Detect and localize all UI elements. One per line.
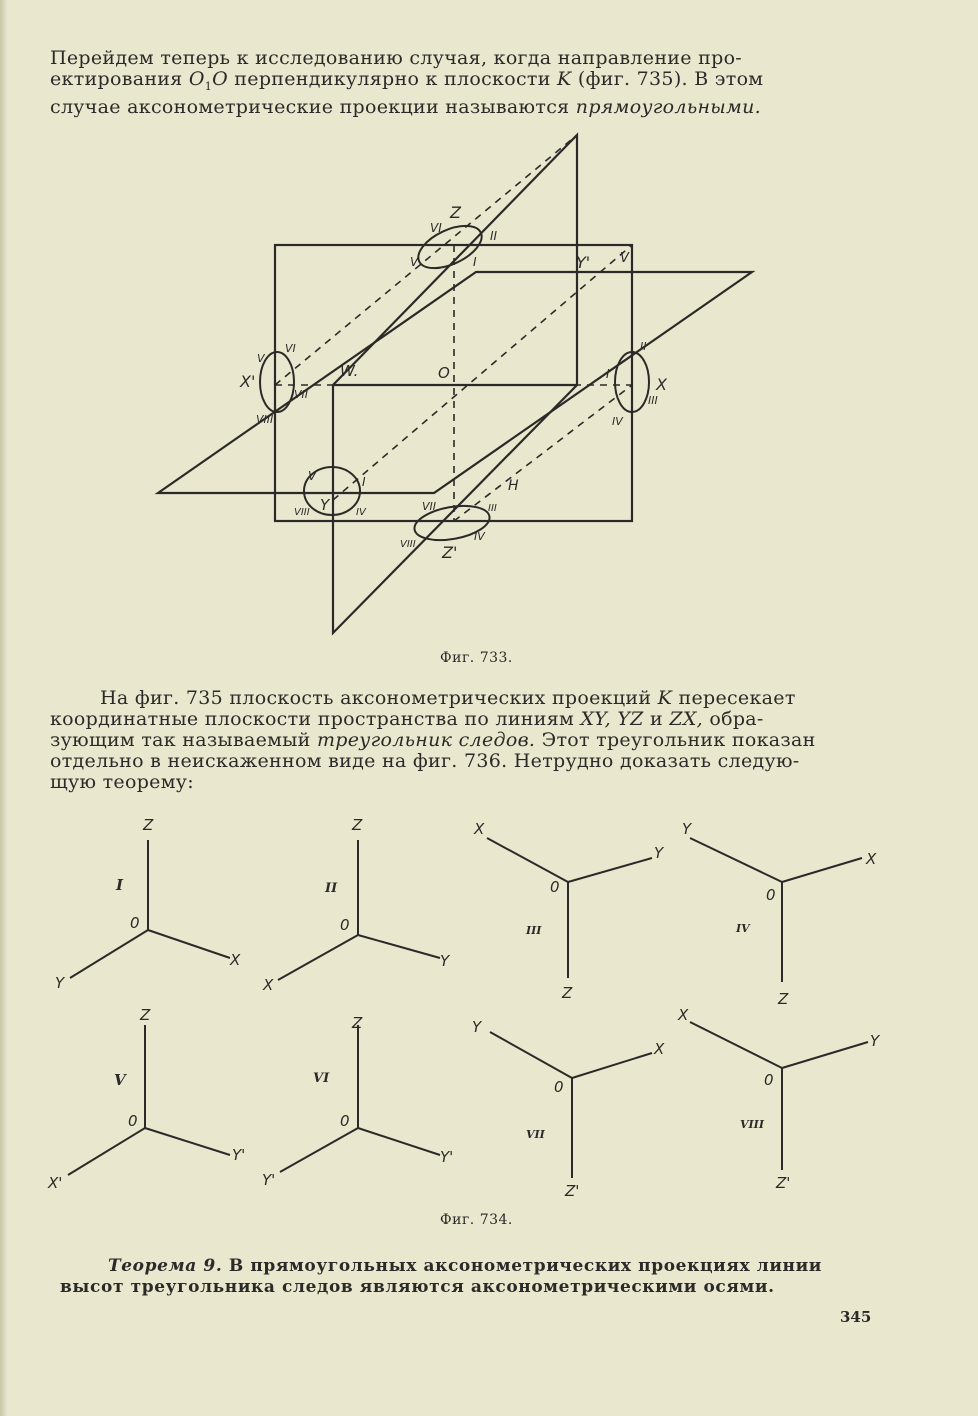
label-vi-top: VI <box>430 221 442 235</box>
p6-axis-y1 <box>280 1128 358 1172</box>
p6-label-o: 0 <box>340 1112 350 1130</box>
p2-line-2a: координатные плоскости пространства по линиям <box>50 708 581 730</box>
theorem-line-1: В прямоугольных аксонометрических проекциях линии <box>222 1256 822 1276</box>
p2-label-z: Z <box>352 816 363 834</box>
label-v-bottom: V <box>308 469 317 483</box>
p2-line-3a: зующим так называемый <box>50 729 317 751</box>
figure-734 <box>0 810 978 1210</box>
p2-trace-triangle: треугольник следов. <box>316 729 536 751</box>
label-v-top: V <box>410 255 419 269</box>
theorem-9 <box>60 1256 890 1298</box>
p1-label-z: Z <box>143 816 154 834</box>
figure-733 <box>0 0 978 640</box>
plane-k: K <box>557 68 572 90</box>
p5-axis-y <box>145 1128 230 1155</box>
circle-top <box>412 217 488 277</box>
p6-axis-y2 <box>358 1128 440 1155</box>
p2-axis-y <box>358 935 440 958</box>
p4-label-z: Z <box>778 990 789 1008</box>
label-z-prime: Z' <box>442 543 458 562</box>
label-i-bottom: I <box>362 475 366 489</box>
p8-axis-x <box>690 1022 782 1068</box>
p4-number: IV <box>736 922 750 935</box>
label-x-prime: X' <box>240 372 256 391</box>
p4-axis-y <box>690 838 782 882</box>
p4-label-o: 0 <box>766 886 776 904</box>
label-v-left: V <box>257 352 265 365</box>
p2-line-2e: обра- <box>703 708 764 730</box>
p6-label-z: Z <box>352 1014 363 1032</box>
p8-number: VIII <box>740 1118 764 1131</box>
p5-axis-x <box>68 1128 145 1175</box>
p7-label-y: Y <box>472 1018 482 1036</box>
p7-number: VII <box>526 1128 545 1141</box>
p5-label-o: 0 <box>128 1112 138 1130</box>
p1-label-o: 0 <box>130 914 140 932</box>
figure-733-caption: Фиг. 733. <box>440 650 513 666</box>
label-origin: O <box>438 364 450 382</box>
theorem-title: Теорема 9. <box>108 1256 223 1276</box>
label-iii-bottom: III <box>488 503 497 514</box>
p1-number: I <box>116 876 124 894</box>
label-z: Z <box>450 203 461 222</box>
dashed-diagonal-mid <box>333 245 632 500</box>
projection-o: O <box>188 68 205 90</box>
p3-number: III <box>526 924 542 937</box>
label-y: Y <box>320 496 330 514</box>
p2-line-1a: На фиг. 735 плоскость аксонометрических проекций <box>100 687 658 709</box>
p7-label-z-prime: Z' <box>565 1182 580 1200</box>
p5-label-z: Z <box>140 1006 151 1024</box>
p4-label-x: X <box>866 850 877 868</box>
projection-sub: 1 <box>204 79 213 93</box>
p3-label-y: Y <box>654 844 664 862</box>
p6-label-y1: Y' <box>262 1171 276 1189</box>
p2-xy-yz: XY, YZ <box>580 708 644 730</box>
label-v-corner: V <box>620 251 629 266</box>
p8-label-z-prime: Z' <box>776 1174 791 1192</box>
intro-line-2e: перпендикулярно к плоскости <box>227 68 558 90</box>
label-vi-left: VI <box>285 342 296 355</box>
figure-734-caption: Фиг. 734. <box>440 1212 513 1228</box>
label-iv-bottom: IV <box>356 507 366 518</box>
p3-axis-y <box>568 858 652 882</box>
p2-plane-k: K <box>657 687 673 709</box>
intro-line-2a: ектирования <box>50 68 189 90</box>
label-i-right: I <box>606 367 610 381</box>
p8-label-o: 0 <box>764 1071 774 1089</box>
p8-label-x: X <box>678 1006 689 1024</box>
p1-axis-y <box>70 930 148 978</box>
term-rectangular: прямоугольными. <box>575 95 761 118</box>
p2-label-x: X <box>263 976 274 994</box>
label-ii-right: II <box>640 340 647 353</box>
intro-line-3a: случае аксонометрические проекции называются <box>50 95 576 118</box>
label-w: W. <box>340 362 359 380</box>
p2-line-5: щую теорему: <box>50 771 194 793</box>
p4-axis-x <box>782 858 862 882</box>
p2-zx: ZX, <box>669 708 704 730</box>
label-y-prime: Y' <box>576 253 591 272</box>
p1-label-y: Y <box>55 974 65 992</box>
label-i-top: I <box>473 255 477 269</box>
dashed-diagonal-low <box>454 385 632 521</box>
p2-and: и <box>643 708 670 730</box>
p4-label-y: Y <box>682 820 692 838</box>
p2-axis-x <box>278 935 358 980</box>
p2-label-o: 0 <box>340 916 350 934</box>
theorem-line-2: высот треугольника следов являются аксонометрическими осями. <box>60 1277 775 1297</box>
p8-axis-y <box>782 1042 868 1068</box>
label-iii-right: III <box>648 394 658 407</box>
p2-line-4: отдельно в неискаженном виде на фиг. 736. Нетрудно доказать следую- <box>50 750 800 772</box>
p6-label-y2: Y' <box>440 1148 454 1166</box>
p2-label-y: Y <box>440 952 450 970</box>
p5-label-x: X' <box>48 1174 63 1192</box>
paragraph-two <box>50 688 875 793</box>
label-h: H <box>508 478 519 494</box>
intro-line-2g: (фиг. 735). В этом <box>571 68 764 90</box>
p5-number: V <box>114 1071 126 1089</box>
p2-number: II <box>325 881 338 896</box>
p8-label-y: Y <box>870 1032 880 1050</box>
label-x: X <box>656 375 667 394</box>
p3-axis-x <box>487 838 568 882</box>
label-vii-left: VII <box>294 388 309 401</box>
label-vii-bottom: VII <box>422 500 437 513</box>
label-ii-top: II <box>490 229 498 243</box>
label-iv-lower: IV <box>474 530 485 543</box>
p1-axis-x <box>148 930 230 958</box>
page-number: 345 <box>840 1308 872 1326</box>
p2-line-1c: пересекает <box>672 687 796 709</box>
circle-left <box>260 352 294 412</box>
p1-label-x: X <box>230 951 241 969</box>
p5-label-y: Y' <box>232 1146 246 1164</box>
projection-o2: O <box>212 68 228 90</box>
p3-label-x: X <box>474 820 485 838</box>
label-iv-right: IV <box>612 415 623 428</box>
label-viii-bottom: VIII <box>294 507 310 518</box>
dashed-diagonal-top <box>275 135 577 385</box>
p7-label-o: 0 <box>554 1078 564 1096</box>
p7-label-x: X <box>654 1040 665 1058</box>
p3-label-z: Z <box>562 984 573 1002</box>
p7-axis-x <box>572 1053 652 1078</box>
p7-axis-y <box>490 1032 572 1078</box>
label-viii-left: VIII <box>256 413 274 426</box>
p2-line-3c: Этот треугольник показан <box>535 729 816 751</box>
intro-line-1: Перейдем теперь к исследованию случая, когда направление про- <box>50 47 743 69</box>
p3-label-o: 0 <box>550 878 560 896</box>
p6-number: VI <box>313 1071 330 1086</box>
label-viii-lower: VIII <box>400 539 416 550</box>
